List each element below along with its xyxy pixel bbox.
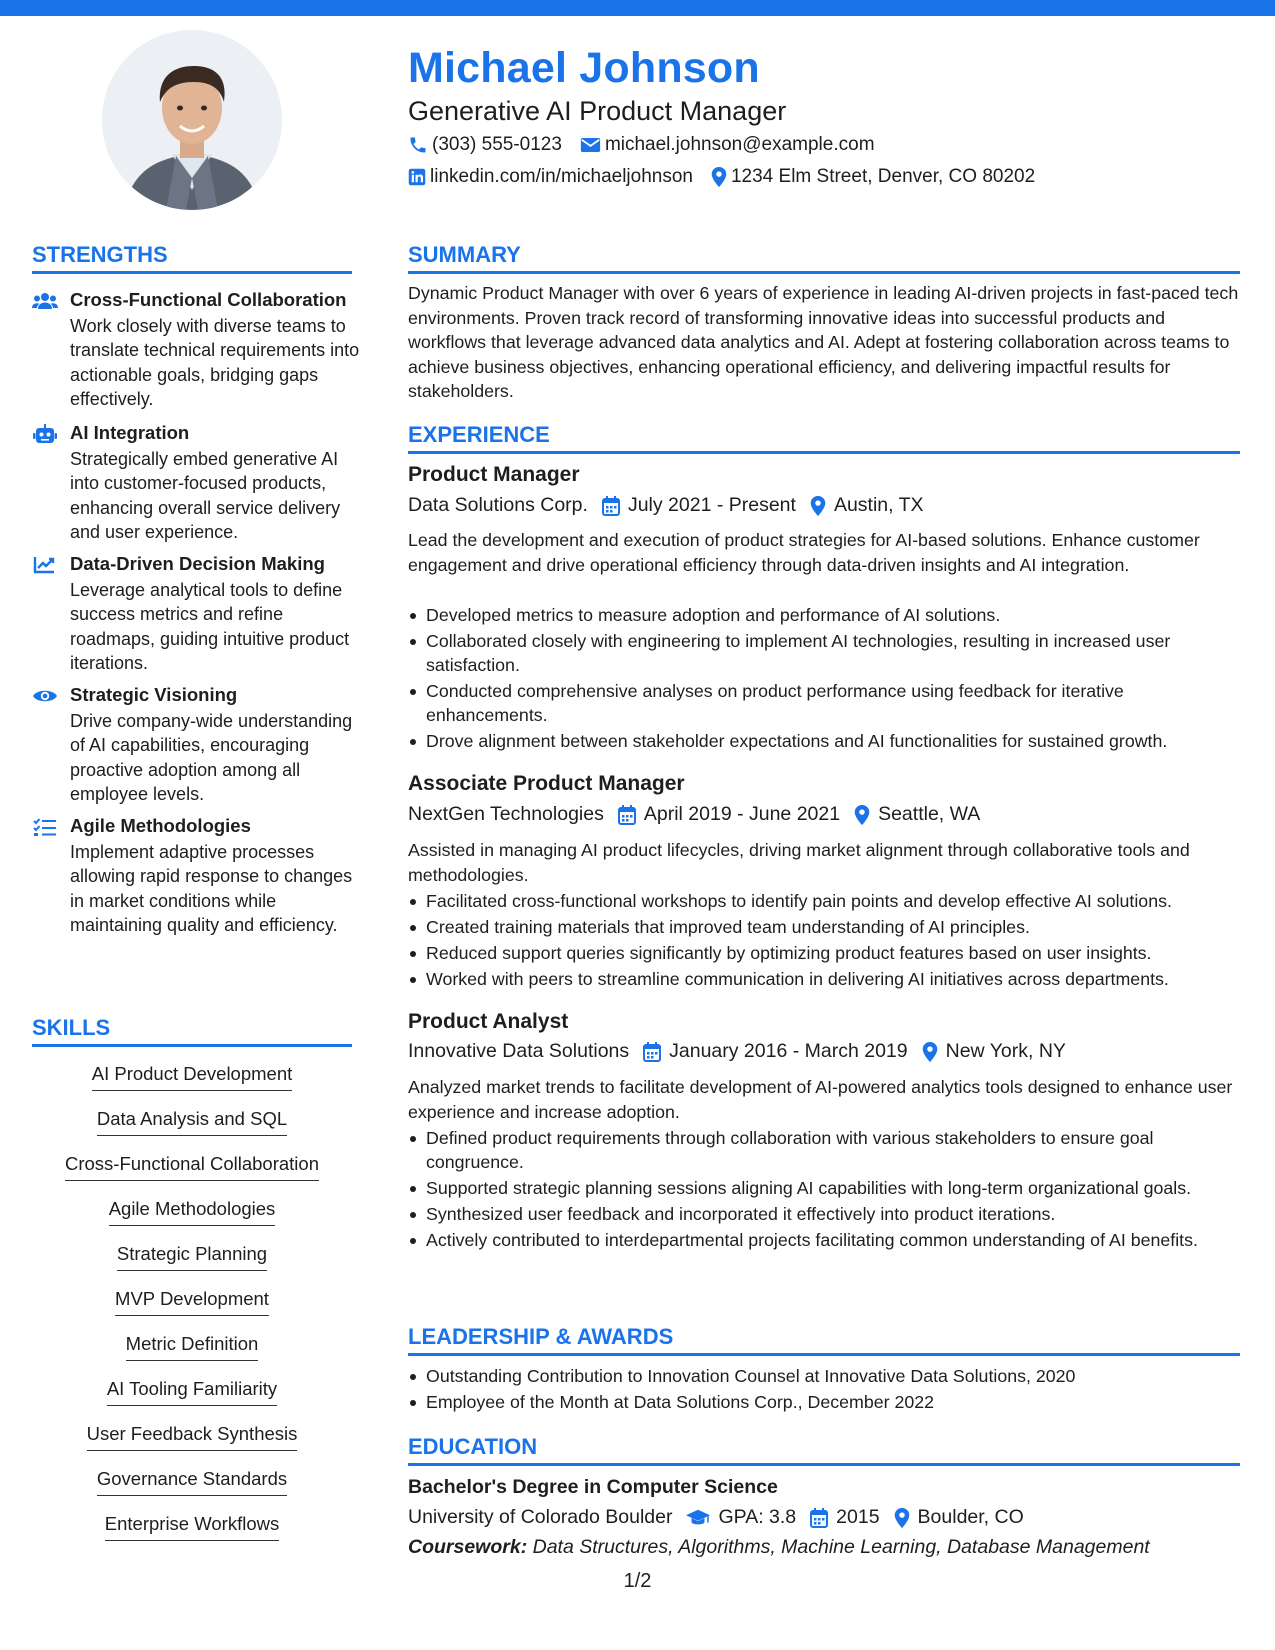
map-pin-icon bbox=[854, 805, 870, 825]
calendar-icon bbox=[810, 1508, 828, 1528]
gpa-text: GPA: 3.8 bbox=[718, 1506, 797, 1528]
job-title: Product Manager bbox=[408, 463, 580, 486]
skill-tag: AI Tooling Familiarity bbox=[32, 1378, 352, 1406]
job-meta bbox=[408, 1040, 1066, 1063]
job-bullets bbox=[408, 603, 1243, 755]
list-item: Created training materials that improved team understanding of AI principles. bbox=[408, 915, 1243, 939]
job-dates: April 2019 - June 2021 bbox=[643, 803, 841, 825]
skill-tag: User Feedback Synthesis bbox=[32, 1423, 352, 1451]
strength-description: Strategically embed generative AI into customer-focused products, enhancing overall service delivery and user experience. bbox=[70, 449, 341, 542]
candidate-title: Generative AI Product Manager bbox=[408, 96, 787, 126]
job-meta bbox=[408, 494, 924, 517]
job-title: Product Analyst bbox=[408, 1010, 569, 1033]
education-heading: EDUCATION bbox=[408, 1434, 538, 1459]
job-dates: July 2021 - Present bbox=[627, 494, 796, 516]
summary-heading: SUMMARY bbox=[408, 242, 521, 267]
graduation-cap-icon bbox=[686, 1509, 710, 1527]
list-item: Reduced support queries significantly by optimizing product features based on user insights. bbox=[408, 941, 1243, 965]
phone-text: (303) 555-0123 bbox=[432, 134, 562, 155]
list-item: Actively contributed to interdepartmental projects facilitating common understanding of AI benefits. bbox=[408, 1228, 1243, 1252]
leadership-divider bbox=[408, 1353, 1240, 1356]
phone-icon bbox=[408, 135, 428, 155]
job-location: Seattle, WA bbox=[878, 803, 981, 825]
education-meta bbox=[408, 1506, 1024, 1529]
strength-description: Drive company-wide understanding of AI capabilities, encouraging proactive adoption among all employee levels. bbox=[70, 711, 353, 804]
list-item: Drove alignment between stakeholder expectations and AI functionalities for sustained growth. bbox=[408, 729, 1243, 753]
job-company: Data Solutions Corp. bbox=[408, 494, 588, 516]
list-item: Facilitated cross-functional workshops to identify pain points and develop effective AI solutions. bbox=[408, 889, 1243, 913]
candidate-name: Michael Johnson bbox=[408, 44, 760, 92]
list-item: Conducted comprehensive analyses on product performance using feedback for iterative enhancements. bbox=[408, 679, 1243, 727]
email-contact[interactable] bbox=[580, 134, 875, 156]
list-item: Employee of the Month at Data Solutions Corp., December 2022 bbox=[408, 1390, 1243, 1414]
job-bullets bbox=[408, 1126, 1243, 1254]
strength-description: Work closely with diverse teams to translate technical requirements into actionable goals, bridging gaps effectively. bbox=[70, 316, 360, 409]
map-pin-icon bbox=[711, 167, 727, 187]
degree-title: Bachelor's Degree in Computer Science bbox=[408, 1476, 778, 1498]
contact-row-secondary bbox=[408, 166, 1053, 188]
summary-divider bbox=[408, 271, 1240, 274]
job-company: NextGen Technologies bbox=[408, 803, 604, 825]
graduation-year: 2015 bbox=[836, 1506, 880, 1528]
strength-description: Leverage analytical tools to define success metrics and refine roadmaps, guiding intuitive product iterations. bbox=[70, 580, 350, 673]
school-name: University of Colorado Boulder bbox=[408, 1506, 673, 1528]
calendar-icon bbox=[602, 496, 620, 516]
skill-tag: Strategic Planning bbox=[32, 1243, 352, 1271]
experience-divider bbox=[408, 451, 1240, 454]
skill-tag: AI Product Development bbox=[32, 1063, 352, 1091]
job-company: Innovative Data Solutions bbox=[408, 1040, 630, 1062]
skills-heading: SKILLS bbox=[32, 1015, 111, 1040]
list-item: Developed metrics to measure adoption and performance of AI solutions. bbox=[408, 603, 1243, 627]
job-description: Assisted in managing AI product lifecycles, driving market alignment through collaborative tools and methodologies. bbox=[408, 840, 1190, 885]
strength-title: Data-Driven Decision Making bbox=[70, 553, 325, 574]
list-item: Synthesized user feedback and incorporated it effectively into product iterations. bbox=[408, 1202, 1243, 1226]
list-item: Outstanding Contribution to Innovation Counsel at Innovative Data Solutions, 2020 bbox=[408, 1364, 1243, 1388]
list-item: Supported strategic planning sessions aligning AI capabilities with long-term organizational goals. bbox=[408, 1176, 1243, 1200]
list-item: Worked with peers to streamline communication in delivering AI initiatives across departments. bbox=[408, 967, 1243, 991]
skills-divider bbox=[32, 1044, 352, 1047]
strength-title: AI Integration bbox=[70, 422, 190, 443]
page-number: 1/2 bbox=[623, 1570, 652, 1592]
linkedin-contact[interactable] bbox=[408, 166, 693, 188]
strengths-divider bbox=[32, 271, 352, 274]
skill-tag: Agile Methodologies bbox=[32, 1198, 352, 1226]
strength-description: Implement adaptive processes allowing rapid response to changes in market conditions while maintaining quality and efficiency. bbox=[70, 842, 353, 935]
profile-photo bbox=[102, 30, 282, 210]
leadership-heading: LEADERSHIP & AWARDS bbox=[408, 1324, 674, 1349]
address-text: 1234 Elm Street, Denver, CO 80202 bbox=[730, 166, 1036, 187]
map-pin-icon bbox=[894, 1508, 910, 1528]
calendar-icon bbox=[643, 1042, 661, 1062]
list-item: Defined product requirements through collaboration with various stakeholders to ensure goal congruence. bbox=[408, 1126, 1243, 1174]
robot-icon bbox=[32, 424, 58, 444]
job-title: Associate Product Manager bbox=[408, 772, 685, 795]
chart-line-icon bbox=[32, 555, 58, 575]
contact-row-primary bbox=[408, 134, 893, 156]
phone-contact[interactable] bbox=[408, 134, 562, 156]
job-description: Lead the development and execution of product strategies for AI-based solutions. Enhance customer engagement and drive operational efficiency through data-driven insights and AI integration. bbox=[408, 530, 1200, 575]
job-bullets bbox=[408, 889, 1243, 993]
skill-tag: MVP Development bbox=[32, 1288, 352, 1316]
top-accent-bar bbox=[0, 0, 1275, 16]
calendar-icon bbox=[618, 805, 636, 825]
leadership-bullets bbox=[408, 1364, 1243, 1416]
list-check-icon bbox=[32, 817, 58, 837]
strength-title: Strategic Visioning bbox=[70, 684, 238, 705]
skill-tag: Data Analysis and SQL bbox=[32, 1108, 352, 1136]
skill-tag: Metric Definition bbox=[32, 1333, 352, 1361]
linkedin-text: linkedin.com/in/michaeljohnson bbox=[430, 166, 693, 187]
envelope-icon bbox=[580, 136, 601, 154]
skill-tag: Governance Standards bbox=[32, 1468, 352, 1496]
summary-text: Dynamic Product Manager with over 6 years of experience in leading AI-driven projects in fast-paced tech environments. Proven track record of transforming innovative ideas into successful products and workflows that leverage advanced data analytics and AI. Adept at fostering collaboration across teams to achieve business objectives, enhancing operational efficiency, and delivering impactful results for stakeholders. bbox=[408, 283, 1239, 401]
eye-icon bbox=[32, 686, 58, 706]
strength-title: Agile Methodologies bbox=[70, 815, 251, 836]
education-divider bbox=[408, 1463, 1240, 1466]
coursework-label: Coursework: bbox=[408, 1536, 528, 1558]
list-item: Collaborated closely with engineering to implement AI technologies, resulting in increased user satisfaction. bbox=[408, 629, 1243, 677]
map-pin-icon bbox=[810, 496, 826, 516]
coursework bbox=[408, 1536, 1150, 1559]
experience-heading: EXPERIENCE bbox=[408, 422, 550, 447]
job-description: Analyzed market trends to facilitate development of AI-powered analytics tools designed to enhance user experience and increase adoption. bbox=[408, 1077, 1233, 1122]
job-dates: January 2016 - March 2019 bbox=[669, 1040, 908, 1062]
coursework-list: Data Structures, Algorithms, Machine Learning, Database Management bbox=[532, 1536, 1150, 1558]
job-meta bbox=[408, 803, 980, 826]
users-icon bbox=[32, 291, 58, 311]
map-pin-icon bbox=[922, 1042, 938, 1062]
job-location: Austin, TX bbox=[833, 494, 924, 516]
email-text: michael.johnson@example.com bbox=[604, 134, 875, 155]
strengths-heading: STRENGTHS bbox=[32, 242, 168, 267]
skill-tag: Enterprise Workflows bbox=[32, 1513, 352, 1541]
skill-tag: Cross-Functional Collaboration bbox=[32, 1153, 352, 1181]
linkedin-icon bbox=[408, 168, 426, 186]
school-location: Boulder, CO bbox=[917, 1506, 1024, 1528]
job-location: New York, NY bbox=[945, 1040, 1066, 1062]
strength-title: Cross-Functional Collaboration bbox=[70, 289, 347, 310]
address-contact bbox=[711, 166, 1035, 188]
